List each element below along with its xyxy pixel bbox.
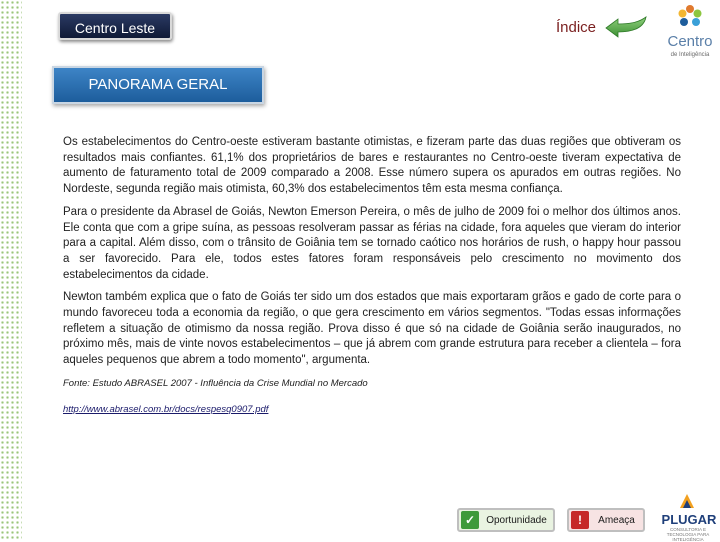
opportunity-label: Oportunidade bbox=[486, 514, 547, 526]
thumbs-up-icon: ✓ bbox=[461, 511, 479, 529]
section-title: PANORAMA GERAL bbox=[88, 76, 228, 93]
plugar-logo bbox=[654, 492, 720, 542]
centro-logo bbox=[662, 4, 718, 62]
article-body bbox=[63, 135, 681, 417]
paragraph: Para o presidente da Abrasel de Goiás, Newton Emerson Pereira, o mês de julho de 2009 foi o melhor dos últimos anos. Ele conta que com a gripe suína, as pessoas resolveram passar as férias na cidade, fora aqueles que vieram do interior para a capital. Além disso, com o trânsito de Goiânia tem se tornado caótico nos horários de rush, o happy hour passou a ser favorecido. Para ele, todos estes fatores foram responsáveis pelo crescimento no movimento dos estabelecimentos da cidade. bbox=[63, 205, 681, 281]
paragraph: Newton também explica que o fato de Goiás ter sido um dos estados que mais exportaram grãos e gado de corte para o mundo favoreceu toda a economia da região, o que gera crescimento em vários segmentos. "Todas essas informações refletem a situação de otimismo da nossa região. Prova disso é que só na cidade de Goiânia serão inaugurados, no próximo mês, mais de vinte novos estabelecimentos – que já abrem com grande estrutura para receber a clientela – fora aqueles pequenos que abrem a todo momento", argumenta. bbox=[63, 291, 681, 367]
dotted-border-decoration bbox=[0, 0, 22, 540]
index-link[interactable] bbox=[556, 14, 648, 40]
logo-subtitle: de Inteligência bbox=[670, 52, 710, 58]
flower-icon bbox=[662, 4, 718, 36]
threat-button[interactable] bbox=[567, 508, 645, 532]
plugar-mark-icon bbox=[654, 492, 720, 514]
plugar-name: PLUGAR bbox=[661, 512, 717, 527]
region-badge bbox=[58, 12, 172, 40]
source-link[interactable]: http://www.abrasel.com.br/docs/respesq0907.pdf bbox=[63, 403, 269, 415]
section-title-badge bbox=[52, 66, 264, 104]
logo-title: Centro bbox=[667, 33, 713, 50]
plugar-tagline: CONSULTORIA E TECNOLOGIA PARA INTELIGÊNCIA bbox=[666, 527, 710, 542]
source-note: Fonte: Estudo ABRASEL 2007 - Influência da Crise Mundial no Mercado bbox=[63, 377, 368, 389]
threat-label: Ameaça bbox=[598, 514, 635, 526]
opportunity-button[interactable] bbox=[457, 508, 555, 532]
warning-icon: ! bbox=[571, 511, 589, 529]
region-badge-label: Centro Leste bbox=[74, 20, 156, 36]
arrow-left-icon bbox=[604, 15, 648, 39]
index-link-label: Índice bbox=[556, 18, 597, 36]
paragraph: Os estabelecimentos do Centro-oeste estiveram bastante otimistas, e fizeram parte das duas regiões que obtiveram os resultados mais confiantes. 61,1% dos proprietários de bares e restaurantes no Centro-oeste tiveram expectativa de aumento de faturamento total de 2009 comparado a 2008. Esse número supera os apurados em outras regiões. No Nordeste, segunda região mais otimista, 60,3% dos estabelecimentos têm esta mesma confiança. bbox=[63, 136, 681, 196]
